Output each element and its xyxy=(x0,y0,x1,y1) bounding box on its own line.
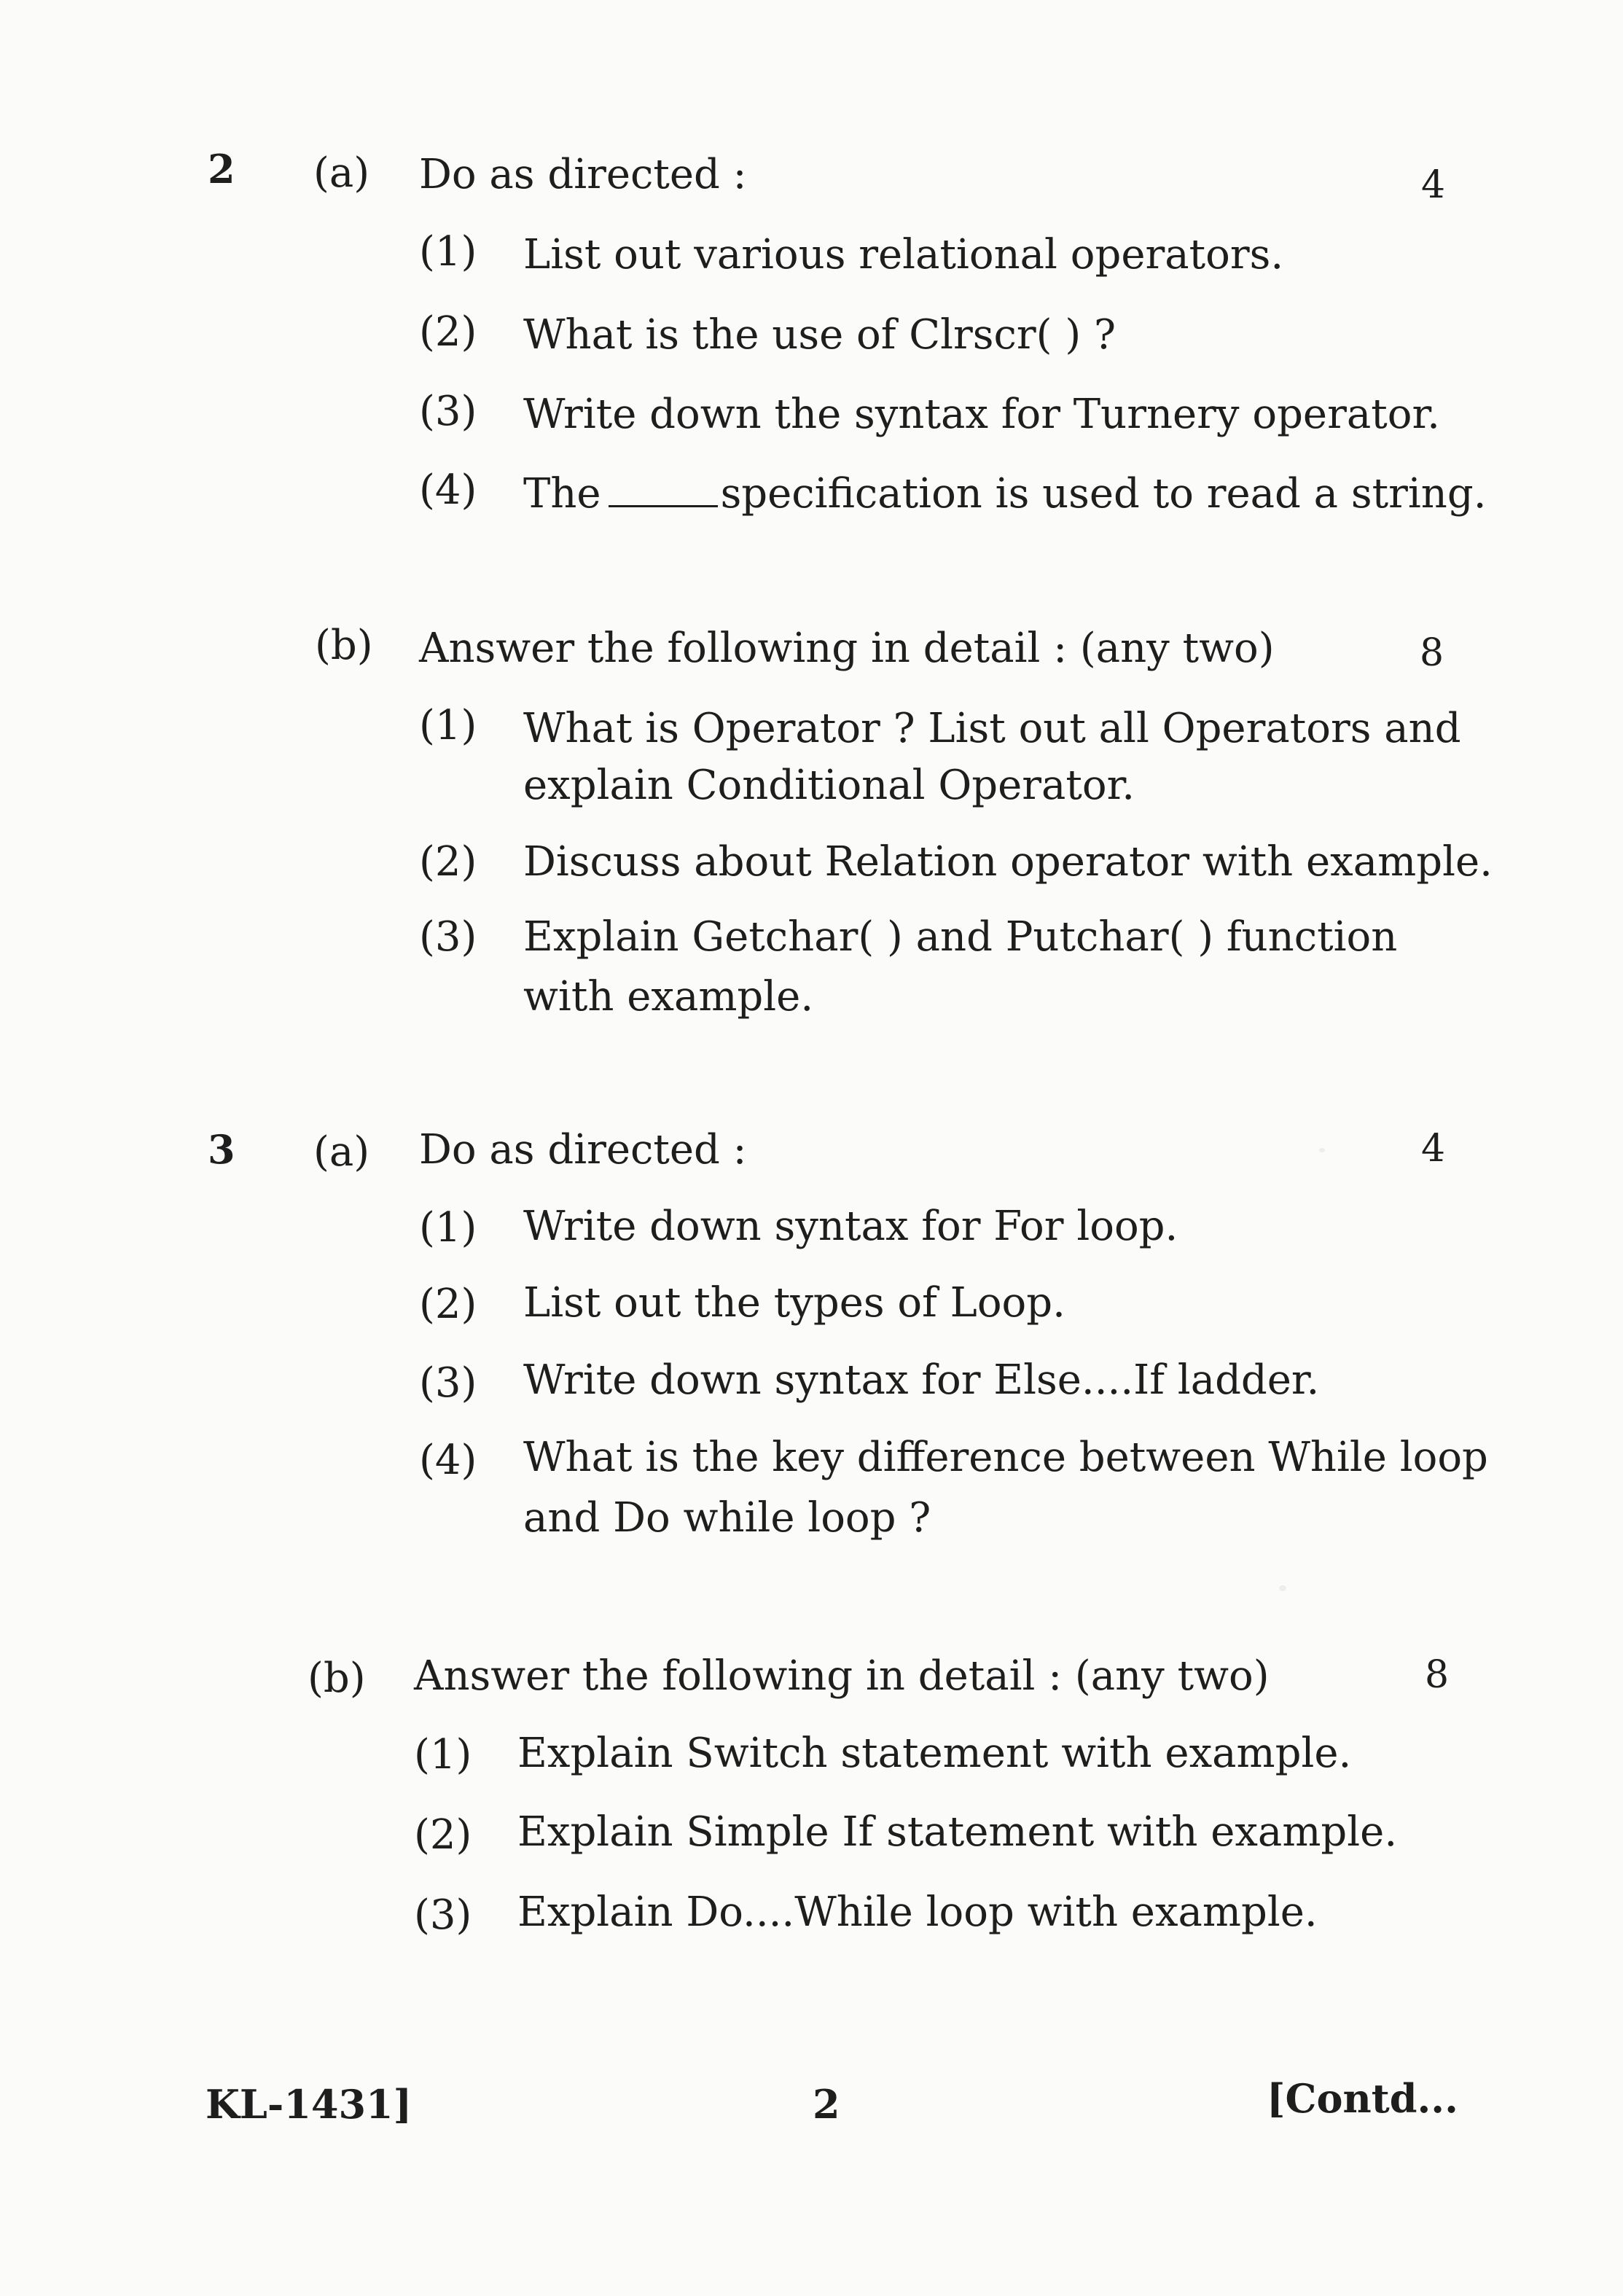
item-number: (2) xyxy=(419,1281,477,1328)
part-label: (a) xyxy=(313,1128,370,1176)
item-number: (4) xyxy=(419,466,477,514)
page-smudge xyxy=(1319,1148,1325,1152)
question-number: 3 xyxy=(208,1126,235,1173)
part-heading: Do as directed : xyxy=(419,151,747,198)
item-number: (1) xyxy=(419,228,477,276)
item-number: (3) xyxy=(419,1359,477,1407)
page-smudge xyxy=(1279,1585,1286,1591)
part-label: (b) xyxy=(308,1655,366,1702)
item-text-continued: with example. xyxy=(523,973,814,1020)
item-text: Write down the syntax for Turnery operator. xyxy=(523,391,1440,438)
item-text: List out various relational operators. xyxy=(523,231,1284,278)
part-label: (b) xyxy=(315,622,373,669)
item-text: What is the key difference between While loop xyxy=(523,1434,1488,1481)
item-text-after: specification is used to read a string. xyxy=(720,470,1487,518)
paper-code: KL-1431] xyxy=(206,2081,412,2128)
part-heading: Answer the following in detail : (any two) xyxy=(419,625,1275,672)
item-text: Explain Getchar( ) and Putchar( ) function xyxy=(523,913,1398,961)
item-text: What is Operator ? List out all Operators and xyxy=(523,705,1461,752)
item-text: Explain Simple If statement with example. xyxy=(517,1808,1398,1856)
item-number: (2) xyxy=(414,1811,472,1859)
continued-marker: [Contd... xyxy=(1267,2075,1458,2122)
part-heading: Do as directed : xyxy=(419,1126,747,1174)
part-heading: Answer the following in detail : (any two) xyxy=(414,1652,1270,1700)
item-text: Write down syntax for Else....If ladder. xyxy=(523,1356,1320,1404)
item-number: (2) xyxy=(419,308,477,356)
item-text-continued: and Do while loop ? xyxy=(523,1494,931,1542)
item-number: (3) xyxy=(419,913,477,961)
item-text: Explain Switch statement with example. xyxy=(517,1730,1352,1777)
item-text-continued: explain Conditional Operator. xyxy=(523,762,1135,809)
item-text: What is the use of Clrscr( ) ? xyxy=(523,311,1116,359)
item-text-before: The xyxy=(523,470,601,518)
item-number: (1) xyxy=(414,1731,472,1778)
marks: 4 xyxy=(1421,1127,1446,1171)
item-number: (3) xyxy=(414,1891,472,1939)
item-text: List out the types of Loop. xyxy=(523,1279,1065,1327)
marks: 8 xyxy=(1420,631,1444,675)
item-text: Discuss about Relation operator with example. xyxy=(523,838,1493,886)
item-number: (4) xyxy=(419,1437,477,1484)
question-number: 2 xyxy=(208,146,235,192)
marks: 4 xyxy=(1421,163,1446,207)
item-text: Write down syntax for For loop. xyxy=(523,1203,1178,1250)
answer-blank xyxy=(609,476,718,507)
item-number: (2) xyxy=(419,838,477,886)
page-number: 2 xyxy=(813,2081,840,2128)
item-number: (1) xyxy=(419,1204,477,1252)
item-text xyxy=(523,470,1487,518)
marks: 8 xyxy=(1425,1653,1450,1697)
item-number: (3) xyxy=(419,388,477,435)
item-text: Explain Do....While loop with example. xyxy=(517,1889,1318,1936)
item-number: (1) xyxy=(419,702,477,749)
part-label: (a) xyxy=(313,149,370,197)
